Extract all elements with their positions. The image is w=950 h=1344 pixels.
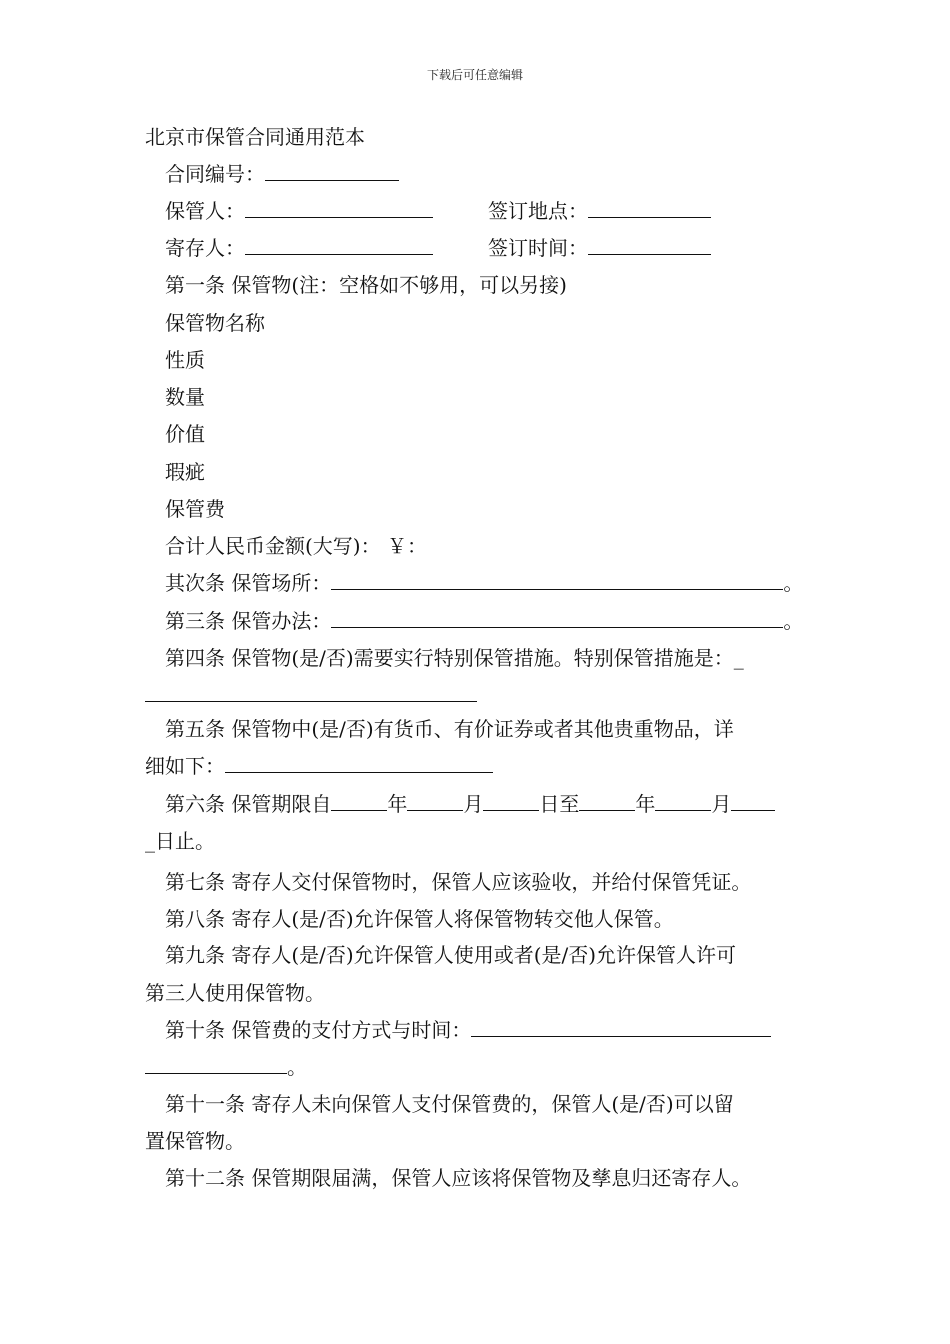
day-to-label: 日至	[539, 792, 580, 816]
article-8: 第八条 寄存人(是/否)允许保管人将保管物转交他人保管。	[165, 907, 674, 931]
depositor-label: 寄存人：	[165, 236, 245, 260]
start-year-blank[interactable]	[331, 791, 387, 811]
sign-place-label: 签订地点：	[488, 199, 588, 223]
sign-place-blank[interactable]	[588, 198, 711, 218]
article-7: 第七条 寄存人交付保管物时，保管人应该验收，并给付保管凭证。	[165, 870, 752, 894]
item-total-label: 合计人民币金额(大写)： ￥：	[165, 534, 427, 558]
article-3-label: 第三条 保管办法：	[165, 609, 332, 633]
article-10-line1	[165, 1017, 771, 1043]
article-5-label: 细如下：	[145, 754, 225, 778]
start-month-label: 月	[463, 792, 484, 816]
item-name-label: 保管物名称	[165, 311, 265, 335]
article-10-period: 。	[287, 1055, 307, 1079]
article-3	[165, 608, 803, 634]
article-2-period: 。	[783, 571, 804, 595]
end-day-blank[interactable]	[731, 791, 775, 811]
sign-place-line	[488, 198, 711, 224]
end-year-label: 年	[635, 792, 656, 816]
item-nature-label: 性质	[165, 348, 205, 372]
article-11-line1: 第十一条 寄存人未向保管人支付保管费的，保管人(是/否)可以留	[165, 1092, 734, 1116]
article-9-line1: 第九条 寄存人(是/否)允许保管人使用或者(是/否)允许保管人许可	[165, 943, 737, 967]
contract-number-line	[165, 161, 399, 187]
article-6-prefix: 第六条 保管期限自	[165, 792, 332, 816]
article-12: 第十二条 保管期限届满，保管人应该将保管物及孳息归还寄存人。	[165, 1166, 752, 1190]
page-header-note: 下载后可任意编辑	[426, 68, 523, 82]
contract-number-label: 合同编号：	[165, 162, 265, 186]
valuables-details-blank[interactable]	[225, 753, 493, 773]
payment-method-blank[interactable]	[471, 1017, 771, 1037]
depositor-blank[interactable]	[245, 235, 433, 255]
article-11-line2: 置保管物。	[145, 1129, 245, 1153]
article-10-label: 第十条 保管费的支付方式与时间：	[165, 1018, 472, 1042]
end-month-label: 月	[711, 792, 732, 816]
special-measures-blank[interactable]	[145, 682, 477, 702]
article-3-period: 。	[783, 609, 804, 633]
end-year-blank[interactable]	[579, 791, 635, 811]
sign-time-label: 签订时间：	[488, 236, 588, 260]
depositor-line	[165, 235, 433, 261]
article-5-line2	[145, 753, 493, 779]
item-quantity-label: 数量	[165, 385, 205, 409]
article-1: 第一条 保管物(注：空格如不够用，可以另接)	[165, 273, 567, 297]
item-value-label: 价值	[165, 422, 205, 446]
article-6-line2: _日止。	[145, 829, 215, 853]
sign-time-blank[interactable]	[588, 235, 711, 255]
storage-method-blank[interactable]	[331, 608, 783, 628]
start-year-label: 年	[387, 792, 408, 816]
keeper-blank[interactable]	[245, 198, 433, 218]
payment-method-blank-cont[interactable]	[145, 1054, 287, 1074]
article-2-label: 其次条 保管场所：	[165, 571, 332, 595]
article-6-line1	[165, 791, 775, 817]
start-month-blank[interactable]	[407, 791, 463, 811]
article-9-line2: 第三人使用保管物。	[145, 981, 325, 1005]
item-defect-label: 瑕疵	[165, 460, 205, 484]
storage-place-blank[interactable]	[331, 570, 783, 590]
article-4-line1: 第四条 保管物(是/否)需要实行特别保管措施。特别保管措施是：_	[165, 646, 744, 670]
document-title: 北京市保管合同通用范本	[145, 125, 365, 149]
item-fee-label: 保管费	[165, 497, 225, 521]
article-4-line2	[145, 682, 477, 708]
start-day-blank[interactable]	[483, 791, 539, 811]
article-2	[165, 570, 803, 596]
keeper-line	[165, 198, 433, 224]
sign-time-line	[488, 235, 711, 261]
contract-number-blank[interactable]	[265, 161, 399, 181]
article-10-line2	[145, 1054, 307, 1080]
end-month-blank[interactable]	[655, 791, 711, 811]
article-5-line1: 第五条 保管物中(是/否)有货币、有价证券或者其他贵重物品，详	[165, 717, 734, 741]
keeper-label: 保管人：	[165, 199, 245, 223]
